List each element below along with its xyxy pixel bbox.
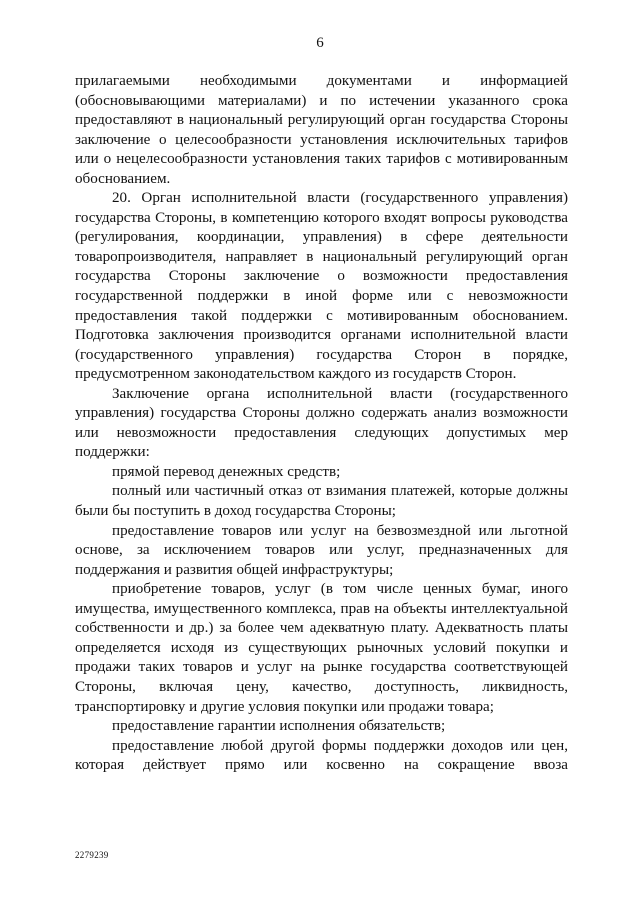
paragraph-continuation: прилагаемыми необходимыми документами и информацией (обосновывающими материалами) и по истечении указанного срока предоставляют в национальный регулирующий орган государства Стороны заключение о целесообразности установления исключительных тарифов или о нецелесообразности установления таких тарифов с мотивированным обоснованием. bbox=[75, 73, 568, 187]
support-measure-payment-waiver: полный или частичный отказ от взимания платежей, которые должны были бы поступить в доход государства Стороны; bbox=[75, 483, 568, 520]
document-body bbox=[75, 72, 568, 776]
document-code: 2279239 bbox=[75, 850, 109, 860]
support-measure-purchase: приобретение товаров, услуг (в том числе ценных бумаг, иного имущества, имущественного комплекса, прав на объекты интеллектуальной собственности и др.) за более чем адекватную плату. Адекватность платы определяется исходя из существующих рыночных условий покупки и продажи таких товаров и услуг на рынке государства соответствующей Стороны, включая цену, качество, доступность, ликвидность, транспортировку и другие условия покупки или продажи товара; bbox=[75, 581, 568, 715]
support-measure-free-goods: предоставление товаров или услуг на безвозмездной или льготной основе, за исключением товаров или услуг, предназначенных для поддержания и развития общей инфраструктуры; bbox=[75, 522, 568, 578]
support-measure-direct-transfer: прямой перевод денежных средств; bbox=[112, 463, 341, 480]
support-measure-other: предоставление любой другой формы поддержки доходов или цен, которая действует прямо или косвенно на сокращение ввоза bbox=[75, 737, 568, 774]
paragraph-conclusion-requirements: Заключение органа исполнительной власти (государственного управления) государства Стороны должно содержать анализ возможности или невозможности предоставления следующих допустимых мер поддержки: bbox=[75, 385, 568, 461]
page-number: 6 bbox=[316, 35, 324, 51]
support-measure-guarantee: предоставление гарантии исполнения обязательств; bbox=[112, 718, 446, 735]
paragraph-item-20: 20. Орган исполнительной власти (государственного управления) государства Стороны, в компетенцию которого входят вопросы руководства (регулирования, координации, управления) в сфере деятельности товаропроизводителя, направляет в национальный регулирующий орган государства Стороны заключение о возможности предоставления государственной поддержки в иной форме или с невозможности предоставления такой поддержки с мотивированным обоснованием. Подготовка заключения производится органами исполнительной власти (государственного управления) государства Сторон в порядке, предусмотренном законодательством каждого из государств Сторон. bbox=[75, 190, 568, 383]
